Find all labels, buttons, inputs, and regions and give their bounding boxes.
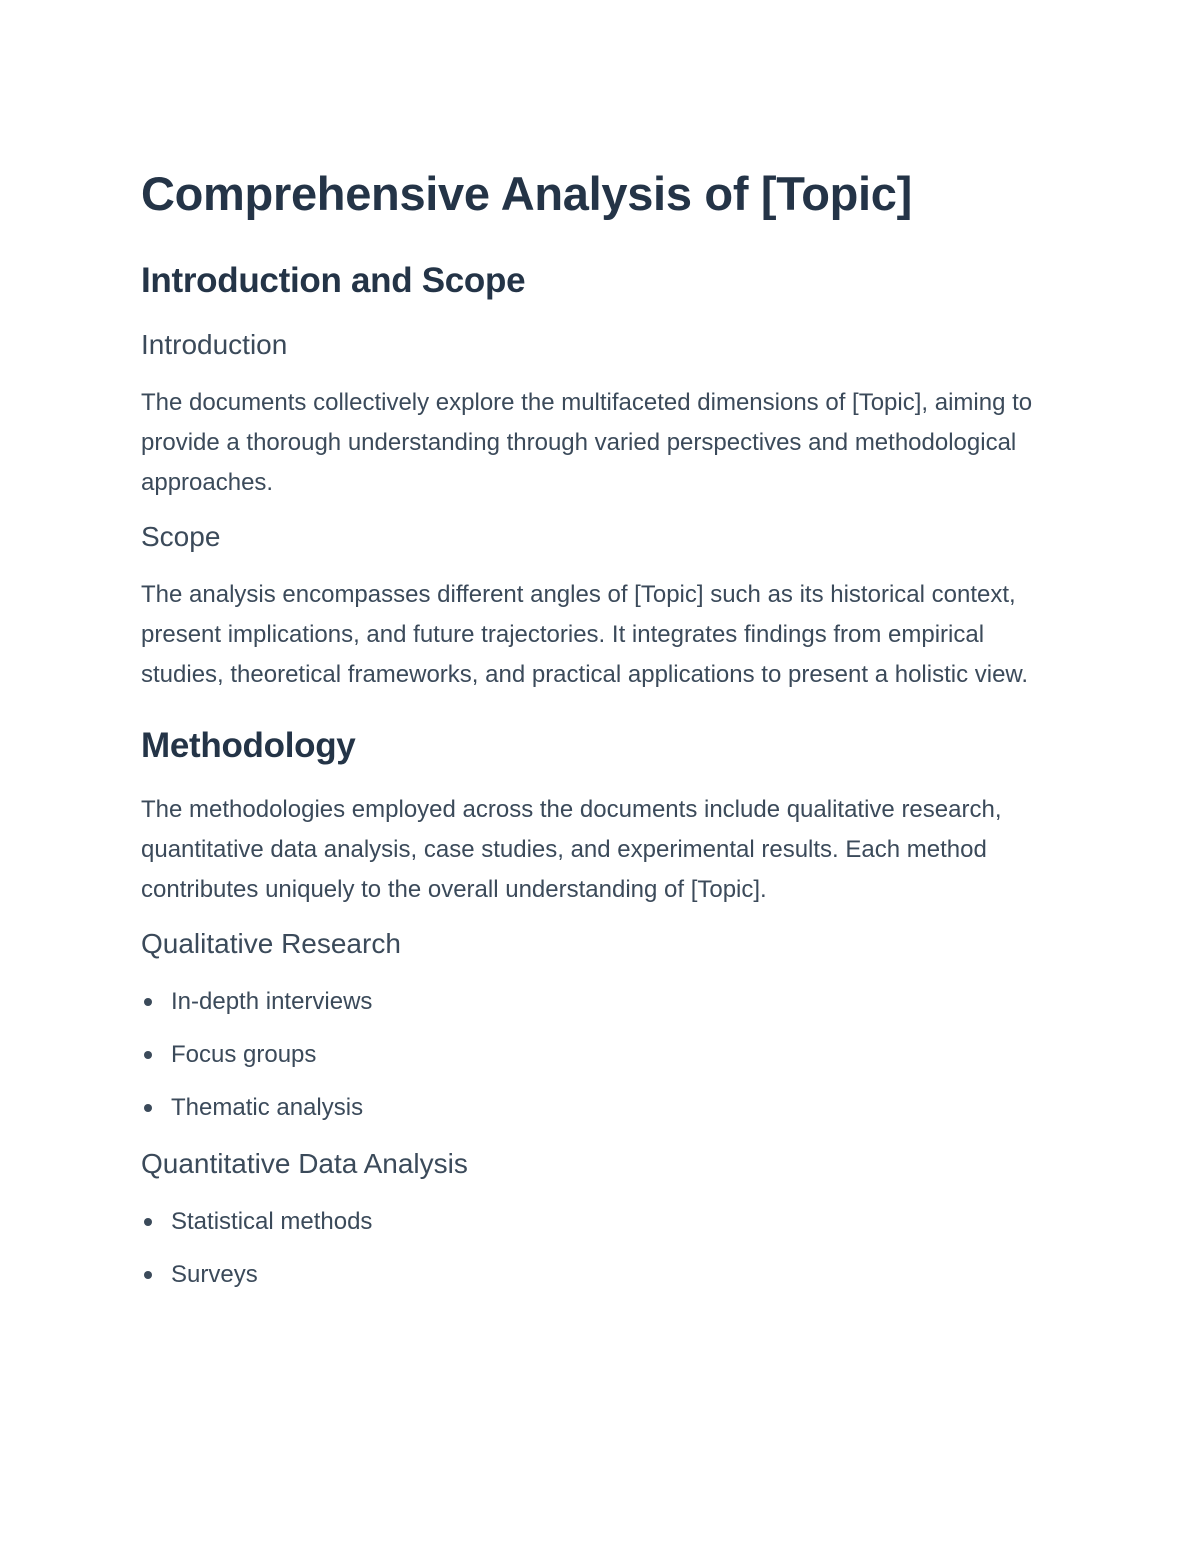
document-page [141,165,1061,1293]
list-item-text: Thematic analysis [171,1094,364,1121]
qualitative-research-list [141,984,1061,1126]
list-item [141,1090,1061,1126]
list-item [141,984,1061,1020]
list-item-text: Focus groups [171,1041,317,1068]
list-item-text: Surveys [171,1261,258,1288]
scope-paragraph: The analysis encompasses different angles of [Topic] such as its historical context, present implications, and future trajectories. It integrates findings from empirical studies, theoretical frameworks, and practical applications to present a holistic view. [141,581,1029,688]
list-item [141,1037,1061,1073]
bullet-icon [144,1051,152,1059]
subheading-introduction: Introduction [141,329,288,360]
list-item [141,1257,1061,1293]
section-heading-introduction-and-scope: Introduction and Scope [141,261,526,300]
bullet-icon [144,998,152,1006]
subheading-quantitative-data-analysis: Quantitative Data Analysis [141,1148,468,1179]
document-title: Comprehensive Analysis of [Topic] [141,167,912,220]
list-item-text: Statistical methods [171,1208,373,1235]
section-heading-methodology: Methodology [141,726,356,765]
list-item [141,1204,1061,1240]
list-item-text: In-depth interviews [171,988,373,1015]
methodology-paragraph: The methodologies employed across the documents include qualitative research, quantitative data analysis, case studies, and experimental results. Each method contributes uniquely to the overall understanding of [Topic]. [141,796,1002,903]
introduction-paragraph: The documents collectively explore the multifaceted dimensions of [Topic], aiming to provide a thorough understanding through varied perspectives and methodological approaches. [141,389,1033,496]
subheading-qualitative-research: Qualitative Research [141,928,401,959]
bullet-icon [144,1271,152,1279]
quantitative-data-analysis-list [141,1204,1061,1293]
subheading-scope: Scope [141,521,221,552]
bullet-icon [144,1104,152,1112]
bullet-icon [144,1218,152,1226]
